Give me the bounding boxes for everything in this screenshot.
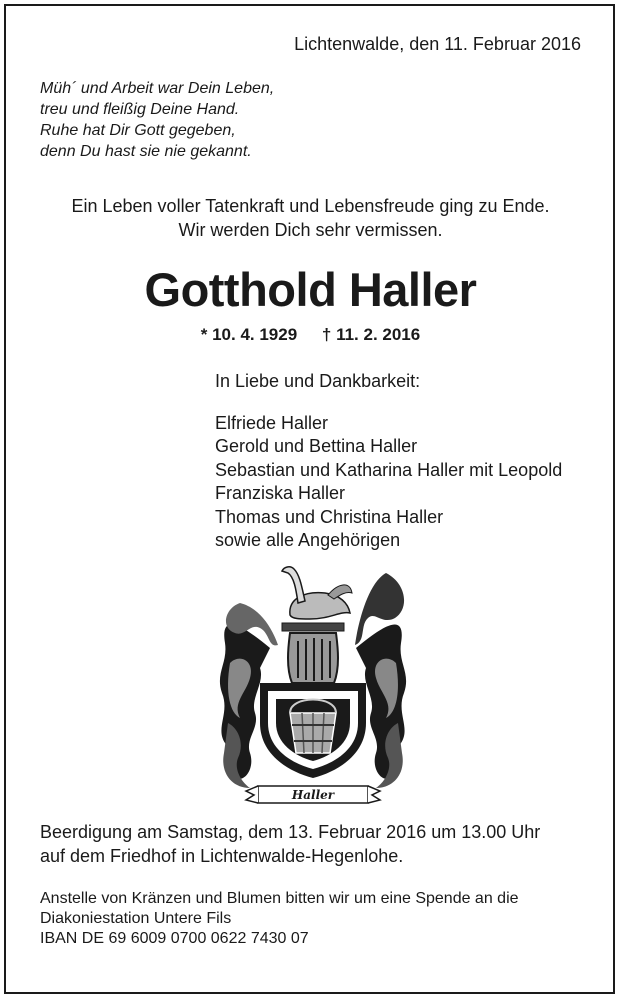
death-date: † 11. 2. 2016 xyxy=(321,325,421,344)
intro-text xyxy=(0,194,621,242)
mourner-name: Thomas und Christina Haller xyxy=(215,506,444,527)
life-dates xyxy=(0,325,621,345)
mourners-heading: In Liebe und Dankbarkeit: xyxy=(215,371,421,391)
deceased-name: Gotthold Haller xyxy=(144,263,477,316)
donation-line: Diakoniestation Untere Fils xyxy=(40,910,232,927)
intro-line: Wir werden Dich sehr vermissen. xyxy=(178,220,443,240)
poem-line: Ruhe hat Dir Gott gegeben, xyxy=(40,122,236,139)
mourner-name: Franziska Haller xyxy=(215,483,346,503)
donation-iban: IBAN DE 69 6009 0700 0622 7430 07 xyxy=(40,930,309,947)
funeral-line: Beerdigung am Samstag, dem 13. Februar 2016 um 13.00 Uhr xyxy=(40,822,541,842)
poem-line: treu und fleißig Deine Hand. xyxy=(40,101,240,118)
poem-line: denn Du hast sie nie gekannt. xyxy=(40,143,252,160)
mourner-name: sowie alle Angehörigen xyxy=(215,530,401,550)
donation-line: Anstelle von Kränzen und Blumen bitten wir um eine Spende an die xyxy=(40,890,519,907)
birth-date: * 10. 4. 1929 xyxy=(200,325,298,344)
funeral-details xyxy=(40,820,540,868)
poem-line: Müh´ und Arbeit war Dein Leben, xyxy=(40,80,275,97)
mourner-name: Elfriede Haller xyxy=(215,412,329,433)
poem xyxy=(40,78,274,162)
mourners-list xyxy=(215,370,562,553)
intro-line: Ein Leben voller Tatenkraft und Lebensfreude ging zu Ende. xyxy=(71,196,550,216)
funeral-line: auf dem Friedhof in Lichtenwalde-Hegenlohe. xyxy=(40,846,404,866)
crest-image xyxy=(210,553,416,808)
family-crest xyxy=(210,553,416,808)
mourner-name: Sebastian und Katharina Haller mit Leopold xyxy=(215,459,563,480)
donation-details xyxy=(40,889,519,949)
crest-banner-text: Haller xyxy=(291,788,335,802)
mourner-name: Gerold und Bettina Haller xyxy=(215,436,418,456)
place-date: Lichtenwalde, den 11. Februar 2016 xyxy=(294,34,581,54)
